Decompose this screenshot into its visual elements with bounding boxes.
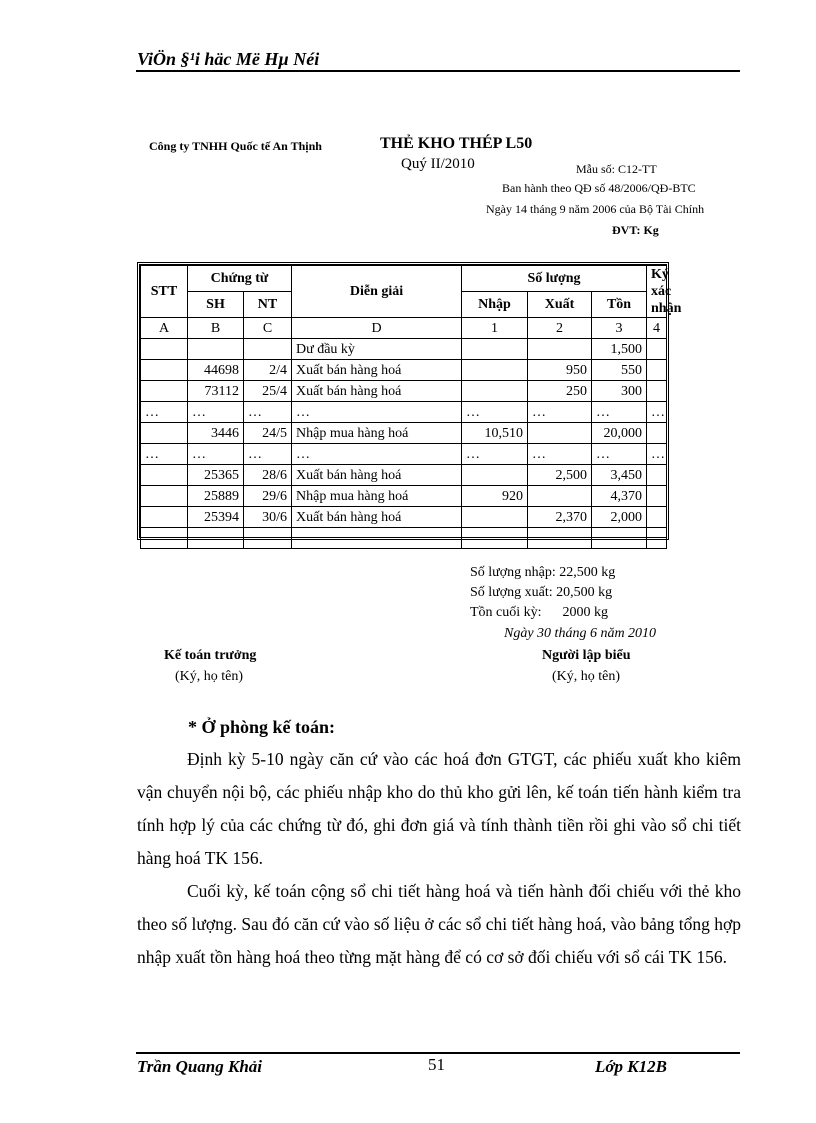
row-nhap: 10,510 xyxy=(462,423,528,444)
card-quarter: Quý II/2010 xyxy=(401,156,475,172)
row-ton: … xyxy=(592,444,647,465)
running-header-title: ViÖn §¹i häc Më Hµ Néi xyxy=(137,49,320,69)
table-row xyxy=(141,528,667,549)
row-stt xyxy=(141,507,188,528)
row-xuat: 250 xyxy=(528,381,592,402)
row-ky xyxy=(647,381,667,402)
table-row xyxy=(141,423,667,444)
row-ton: 550 xyxy=(592,360,647,381)
table-row xyxy=(141,360,667,381)
row-sh: … xyxy=(188,444,244,465)
table-body xyxy=(141,339,667,549)
col-nt: NT xyxy=(244,292,292,318)
row-xuat: 950 xyxy=(528,360,592,381)
row-ky xyxy=(647,360,667,381)
code-cell: 3 xyxy=(592,318,647,339)
preparer-sub: (Ký, họ tên) xyxy=(552,669,621,684)
row-xuat: 2,370 xyxy=(528,507,592,528)
row-ton: 1,500 xyxy=(592,339,647,360)
row-sh: 25365 xyxy=(188,465,244,486)
row-sh: 25889 xyxy=(188,486,244,507)
row-ky: … xyxy=(647,444,667,465)
row-sh: 44698 xyxy=(188,360,244,381)
paragraph-1-text: Định kỳ 5-10 ngày căn cứ vào các hoá đơn GTGT, các phiếu xuất kho kiêm vận chuyển nội bộ, các phiếu nhập kho do thủ kho gửi lên, kế toán tiến hành kiểm tra tính hợp lý của các chứng từ đó, ghi đơn giá và tính thành tiền rồi ghi vào sổ chi tiết hàng hoá TK 156. xyxy=(137,749,741,868)
row-description: Dư đầu kỳ xyxy=(292,339,462,360)
row-nt: 29/6 xyxy=(244,486,292,507)
section-heading: * Ở phòng kế toán: xyxy=(188,717,336,737)
col-chung-tu: Chứng từ xyxy=(188,266,292,292)
row-nhap xyxy=(462,528,528,549)
row-stt xyxy=(141,381,188,402)
row-description: Nhập mua hàng hoá xyxy=(292,486,462,507)
row-xuat xyxy=(528,423,592,444)
paragraph-2-text: Cuối kỳ, kế toán cộng sổ chi tiết hàng hoá và tiến hành đối chiếu với thẻ kho theo số lượng. Sau đó căn cứ vào số liệu ở các sổ chi tiết hàng hoá, vào bảng tổng hợp nhập xuất tồn hàng hoá theo từng mặt hàng để có cơ sở đối chiếu với sổ cái TK 156. xyxy=(137,881,741,967)
code-cell: 1 xyxy=(462,318,528,339)
table-row xyxy=(141,465,667,486)
company-name: Công ty TNHH Quốc tế An Thịnh xyxy=(149,139,322,153)
page-number: 51 xyxy=(428,1055,445,1074)
paragraph-1 xyxy=(137,743,741,875)
chief-accountant-sub: (Ký, họ tên) xyxy=(175,669,244,684)
total-in: Số lượng nhập: 22,500 kg xyxy=(470,565,616,580)
row-description: Xuất bán hàng hoá xyxy=(292,465,462,486)
code-cell: A xyxy=(141,318,188,339)
total-out: Số lượng xuất: 20,500 kg xyxy=(470,585,613,600)
row-ky: … xyxy=(647,402,667,423)
row-ton: 2,000 xyxy=(592,507,647,528)
col-so-luong: Số lượng xyxy=(462,266,647,292)
row-nt: 28/6 xyxy=(244,465,292,486)
row-nt: … xyxy=(244,444,292,465)
footer-rule xyxy=(136,1052,740,1054)
col-dien-giai: Diễn giải xyxy=(292,266,462,318)
row-nt xyxy=(244,339,292,360)
row-nhap xyxy=(462,339,528,360)
code-cell: 2 xyxy=(528,318,592,339)
row-xuat xyxy=(528,339,592,360)
row-nt: … xyxy=(244,402,292,423)
row-stt: … xyxy=(141,444,188,465)
row-description: … xyxy=(292,444,462,465)
code-cell: D xyxy=(292,318,462,339)
col-ton: Tồn xyxy=(592,292,647,318)
closing-label: Tồn cuối kỳ: xyxy=(470,605,542,620)
table-row xyxy=(141,381,667,402)
row-ky xyxy=(647,423,667,444)
table-row xyxy=(141,486,667,507)
row-xuat: … xyxy=(528,402,592,423)
row-xuat: … xyxy=(528,444,592,465)
footer-author: Trần Quang Khải xyxy=(137,1057,263,1076)
issued-line-1: Ban hành theo QĐ số 48/2006/QĐ-BTC xyxy=(502,181,696,195)
row-ton: 20,000 xyxy=(592,423,647,444)
row-ton: 300 xyxy=(592,381,647,402)
row-nhap: … xyxy=(462,402,528,423)
col-ky-xac-nhan: Ký xác nhận xyxy=(647,266,667,318)
report-date: Ngày 30 tháng 6 năm 2010 xyxy=(504,626,657,641)
closing-value: 2000 kg xyxy=(562,605,609,620)
table-row xyxy=(141,444,667,465)
unit-label: ĐVT: Kg xyxy=(612,223,659,237)
row-ton xyxy=(592,528,647,549)
row-stt: … xyxy=(141,402,188,423)
row-ky xyxy=(647,339,667,360)
stock-table xyxy=(140,265,682,549)
row-description: Xuất bán hàng hoá xyxy=(292,381,462,402)
chief-accountant-title: Kế toán trưởng xyxy=(164,648,257,663)
row-nt: 24/5 xyxy=(244,423,292,444)
stock-card-table xyxy=(137,262,682,540)
row-description: Xuất bán hàng hoá xyxy=(292,507,462,528)
row-ky xyxy=(647,486,667,507)
preparer-title: Người lập biểu xyxy=(542,648,631,663)
row-nt: 30/6 xyxy=(244,507,292,528)
row-ton: 4,370 xyxy=(592,486,647,507)
row-stt xyxy=(141,528,188,549)
col-xuat: Xuất xyxy=(528,292,592,318)
table-row xyxy=(141,507,667,528)
row-xuat xyxy=(528,528,592,549)
issued-line-2: Ngày 14 tháng 9 năm 2006 của Bộ Tài Chính xyxy=(486,202,705,216)
header-rule xyxy=(136,70,740,72)
form-number: Mẫu số: C12-TT xyxy=(576,162,657,176)
closing-balance xyxy=(470,605,608,621)
row-sh: 73112 xyxy=(188,381,244,402)
row-sh xyxy=(188,339,244,360)
row-nhap: … xyxy=(462,444,528,465)
row-ton: … xyxy=(592,402,647,423)
row-nhap xyxy=(462,465,528,486)
row-description xyxy=(292,528,462,549)
row-nhap xyxy=(462,360,528,381)
row-ky xyxy=(647,528,667,549)
row-stt xyxy=(141,360,188,381)
row-nhap xyxy=(462,381,528,402)
row-ky xyxy=(647,507,667,528)
row-stt xyxy=(141,465,188,486)
col-stt: STT xyxy=(141,266,188,318)
row-sh: 3446 xyxy=(188,423,244,444)
card-title: THẺ KHO THÉP L50 xyxy=(380,135,533,152)
row-sh xyxy=(188,528,244,549)
code-row xyxy=(141,318,667,339)
row-nt xyxy=(244,528,292,549)
row-description: Xuất bán hàng hoá xyxy=(292,360,462,381)
footer-class: Lớp K12B xyxy=(595,1057,667,1076)
row-stt xyxy=(141,339,188,360)
table-row xyxy=(141,402,667,423)
col-nhap: Nhập xyxy=(462,292,528,318)
code-cell: C xyxy=(244,318,292,339)
code-cell: B xyxy=(188,318,244,339)
row-xuat xyxy=(528,486,592,507)
row-sh: … xyxy=(188,402,244,423)
row-xuat: 2,500 xyxy=(528,465,592,486)
row-sh: 25394 xyxy=(188,507,244,528)
row-nhap: 920 xyxy=(462,486,528,507)
row-nt: 25/4 xyxy=(244,381,292,402)
table-row xyxy=(141,339,667,360)
row-description: Nhập mua hàng hoá xyxy=(292,423,462,444)
row-stt xyxy=(141,423,188,444)
paragraph-2 xyxy=(137,875,741,974)
row-ton: 3,450 xyxy=(592,465,647,486)
col-sh: SH xyxy=(188,292,244,318)
row-nhap xyxy=(462,507,528,528)
code-cell: 4 xyxy=(647,318,667,339)
row-description: … xyxy=(292,402,462,423)
row-nt: 2/4 xyxy=(244,360,292,381)
header-row-1 xyxy=(141,266,667,292)
row-stt xyxy=(141,486,188,507)
row-ky xyxy=(647,465,667,486)
